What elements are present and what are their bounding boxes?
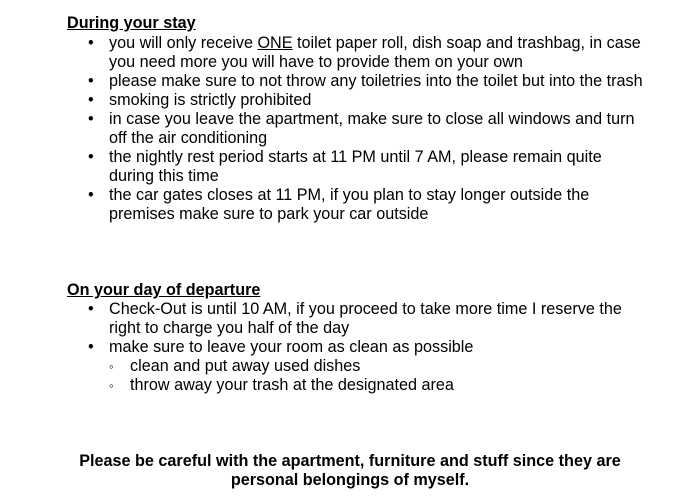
list-item-text: toilet paper roll, dish soap and trashbag, in case you need more you will have to provide them on your own [109, 34, 641, 71]
list-item-text: make sure to leave your room as clean as possible [109, 338, 474, 356]
section-heading-during-stay: During your stay [67, 14, 196, 32]
list-item [88, 338, 648, 395]
section-heading-departure: On your day of departure [67, 281, 261, 299]
stay-rules-list [88, 34, 648, 224]
list-item: • in case you leave the apartment, make sure to close all windows and turn off the air conditioning [88, 110, 648, 148]
list-item: • the nightly rest period starts at 11 PM until 7 AM, please remain quite during this time [88, 148, 648, 186]
sub-list-item: ◦ throw away your trash at the designated area [109, 376, 648, 395]
closing-note-line: Please be careful with the apartment, furniture and stuff since they are [79, 452, 621, 470]
list-item [88, 34, 648, 72]
list-item: • Check-Out is until 10 AM, if you proceed to take more time I reserve the right to charge you half of the day [88, 300, 648, 338]
departure-rules-list [88, 300, 648, 395]
list-item: • please make sure to not throw any toiletries into the toilet but into the trash [88, 72, 648, 91]
list-item: • smoking is strictly prohibited [88, 91, 648, 110]
emphasis-text: ONE [257, 34, 293, 52]
closing-note-line: personal belongings of myself. [230, 471, 470, 489]
sub-list-item: ◦ clean and put away used dishes [109, 357, 648, 376]
cleaning-sublist [109, 357, 648, 395]
list-item-text: you will only receive [109, 34, 258, 52]
list-item: • the car gates closes at 11 PM, if you plan to stay longer outside the premises make sure to park your car outside [88, 186, 648, 224]
closing-note [40, 452, 660, 490]
